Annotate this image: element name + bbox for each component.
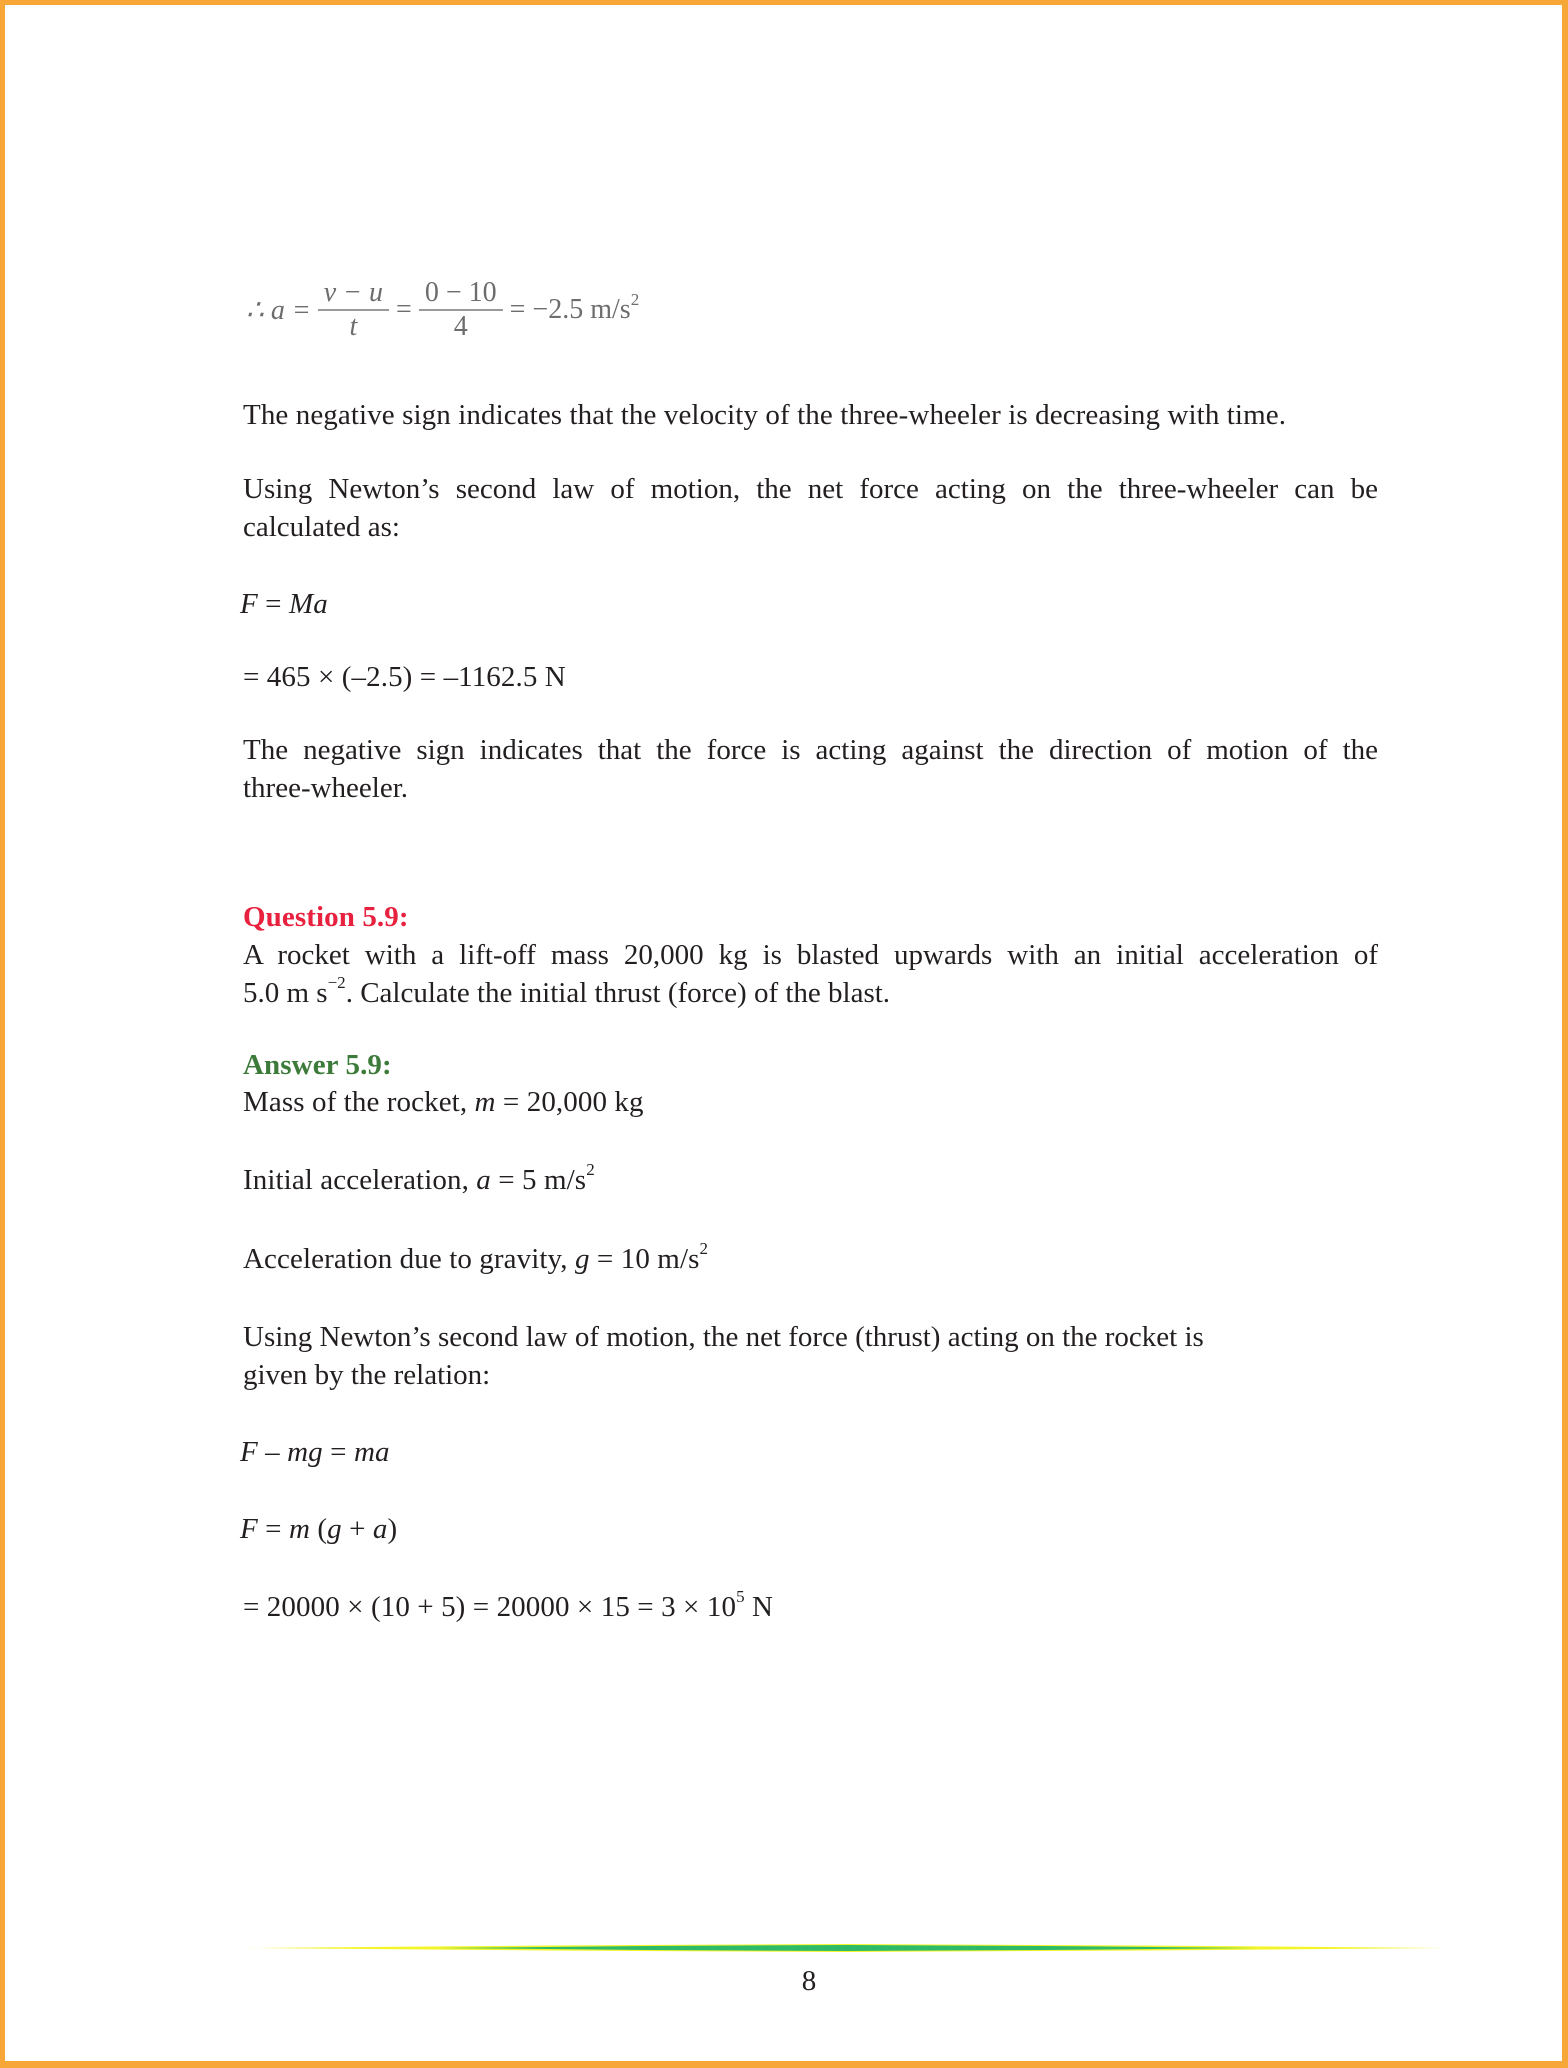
equals: = — [257, 588, 289, 620]
plus: + — [341, 1513, 373, 1545]
equation-f-m-g-plus-a — [240, 1510, 397, 1548]
var-ma: Ma — [288, 588, 328, 620]
paragraph-line: given by the relation: — [243, 1359, 491, 1391]
fraction-0-minus-10-over-4 — [419, 277, 503, 343]
close-paren: ) — [387, 1513, 398, 1545]
paragraph-line: three-wheeler. — [243, 772, 409, 804]
var-m: m — [288, 1513, 311, 1545]
question-line2-post: . Calculate the initial thrust (force) of the blast. — [345, 977, 891, 1009]
equals: = — [322, 1436, 354, 1468]
label: Mass of the rocket, — [243, 1086, 475, 1118]
paragraph-line: Using Newton’s second law of motion, the net force acting on the three-wheeler can be — [243, 473, 1378, 505]
var-ma: ma — [353, 1436, 390, 1468]
exponent: 2 — [586, 1160, 595, 1180]
var-f: F — [240, 1513, 258, 1545]
question-line — [243, 974, 1378, 1012]
question-line: A rocket with a lift-off mass 20,000 kg is blasted upwards with an initial acceleration of — [243, 939, 1378, 971]
equation-f-ma — [240, 585, 328, 623]
exponent: −2 — [327, 973, 346, 993]
answer-newton-paragraph — [243, 1318, 1323, 1394]
minus: – — [257, 1436, 288, 1468]
calculation: = 20000 × (10 + 5) = 20000 × 15 = 3 × 10 — [243, 1591, 737, 1623]
var-m: m — [474, 1086, 496, 1118]
fraction-numerator: v − u — [323, 277, 384, 308]
label: Acceleration due to gravity, — [243, 1243, 575, 1275]
acceleration-equation — [243, 270, 642, 350]
answer-mass — [243, 1083, 644, 1121]
var-g: g — [327, 1513, 342, 1545]
question-line2-pre: 5.0 m s — [243, 977, 328, 1009]
paragraph-line: The negative sign indicates that the force is acting against the direction of motion of the — [243, 734, 1378, 766]
equation-result — [509, 289, 640, 326]
equation-thrust-value — [243, 1588, 773, 1626]
fraction-denominator: 4 — [453, 311, 468, 342]
exponent: 2 — [699, 1239, 709, 1259]
var-f: F — [240, 588, 258, 620]
equation-force-value: = 465 × (–2.5) = –1162.5 N — [243, 661, 566, 693]
fraction-denominator: t — [349, 311, 358, 342]
paragraph-newton-three-wheeler — [243, 470, 1378, 546]
footer-decorative-rule — [247, 1942, 1445, 1954]
equation-prefix: ∴ a = — [246, 295, 311, 326]
value: = 5 m/s — [490, 1164, 587, 1196]
exponent: 5 — [736, 1587, 745, 1607]
unit: N — [744, 1591, 774, 1623]
equation-f-minus-mg — [240, 1433, 390, 1471]
paragraph-negative-velocity: The negative sign indicates that the velocity of the three-wheeler is decreasing with time. — [243, 399, 1287, 431]
var-a: a — [372, 1513, 388, 1545]
paragraph-negative-force — [243, 731, 1378, 807]
answer-gravity — [243, 1240, 708, 1278]
paragraph-line: calculated as: — [243, 511, 400, 543]
paragraph-line: Using Newton’s second law of motion, the net force (thrust) acting on the rocket is — [243, 1321, 1204, 1353]
label: Initial acceleration, — [243, 1164, 477, 1196]
fraction-numerator: 0 − 10 — [424, 277, 497, 308]
var-f: F — [240, 1436, 258, 1468]
value: = 10 m/s — [589, 1243, 700, 1275]
answer-acceleration — [243, 1161, 595, 1199]
open-paren: ( — [310, 1513, 328, 1545]
fraction-v-minus-u-over-t — [318, 277, 389, 343]
page-number: 8 — [801, 1965, 817, 1997]
value: = 20,000 kg — [495, 1086, 644, 1118]
var-mg: mg — [287, 1436, 323, 1468]
result-text: = −2.5 m/s — [509, 294, 631, 325]
answer-heading: Answer 5.9: — [243, 1049, 392, 1081]
question-text — [243, 936, 1378, 1012]
equals-sign: = — [396, 294, 412, 325]
var-a: a — [476, 1164, 491, 1196]
result-exponent: 2 — [630, 289, 640, 309]
question-heading: Question 5.9: — [243, 901, 409, 933]
equals: = — [257, 1513, 289, 1545]
var-g: g — [574, 1243, 590, 1275]
